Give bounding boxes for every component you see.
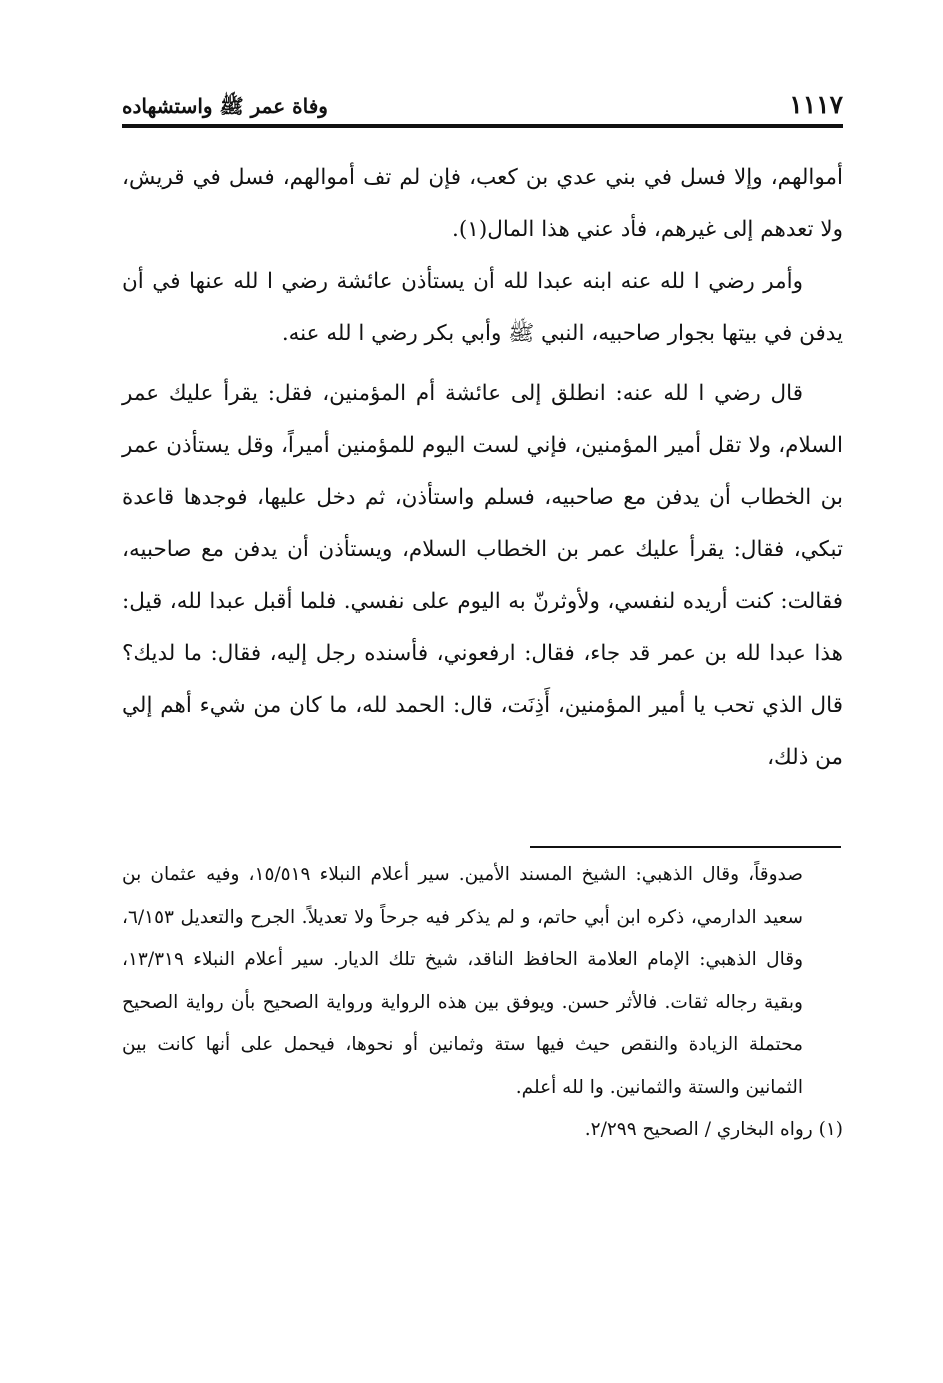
footnotes: [122, 854, 843, 1152]
paragraph-2: وأمر رضي ا لله عنه ابنه عبدا لله أن يستأذن عائشة رضي ا لله عنها في أن يدفن في بيتها بجوار صاحبيه، النبي ﷺ وأبي بكر رضي ا لله عنه.: [122, 269, 843, 346]
footnote-separator: [530, 846, 841, 848]
paragraph-1: أموالهم، وإلا فسل في بني عدي بن كعب، فإن لم تف أموالهم، فسل في قريش، ولا تعدهم إلى غيرهم، فأد عني هذا المال(١).: [122, 165, 843, 242]
footnote-continuation: صدوقاً، وقال الذهبي: الشيخ المسند الأمين. سير أعلام النبلاء ١٥/٥١٩، وفيه عثمان بن سعيد الدارمي، ذكره ابن أبي حاتم، و لم يذكر فيه جرحاً ولا تعديلاً. الجرح والتعديل ٦/١٥٣، وقال الذهبي: الإمام العلامة الحافظ الناقد، شيخ تلك الديار. سير أعلام النبلاء ١٣/٣١٩، وبقية رجاله ثقات. فالأثر حسن. ويوفق بين هذه الرواية ورواية الصحيح بأن رواية الصحيح محتملة الزيادة والنقص حيث فيها ستة وثمانين أو نحوها، فيحمل على أنها كانت بين الثمانين والستة والثمانين. وا لله أعلم.: [122, 864, 803, 1098]
running-title: وفاة عمر ﷺ واستشهاده: [122, 94, 328, 118]
page-header: [122, 88, 843, 128]
header-rule: [122, 124, 843, 128]
main-text: [122, 152, 843, 784]
paragraph-3: قال رضي ا لله عنه: انطلق إلى عائشة أم المؤمنين، فقل: يقرأ عليك عمر السلام، ولا تقل أمير المؤمنين، فإني لست اليوم للمؤمنين أميراً، وقل يستأذن عمر بن الخطاب أن يدفن مع صاحبيه، فسلم واستأذن، ثم دخل عليها، فوجدها قاعدة تبكي، فقال: يقرأ عليك عمر بن الخطاب السلام، ويستأذن أن يدفن مع صاحبيه، فقالت: كنت أريده لنفسي، ولأوثرنّ به اليوم على نفسي. فلما أقبل عبدا لله، قيل: هذا عبدا لله بن عمر قد جاء، فقال: ارفعوني، فأسنده رجل إليه، فقال: ما لديك؟ قال الذي تحب يا أمير المؤمنين، أَذِنَت، قال: الحمد لله، ما كان من شيء أهم إلي من ذلك،: [122, 381, 843, 770]
footnote-1: (١) رواه البخاري / الصحيح ٢/٢٩٩.: [584, 1119, 843, 1140]
page-number: ١١١٧: [789, 90, 843, 119]
